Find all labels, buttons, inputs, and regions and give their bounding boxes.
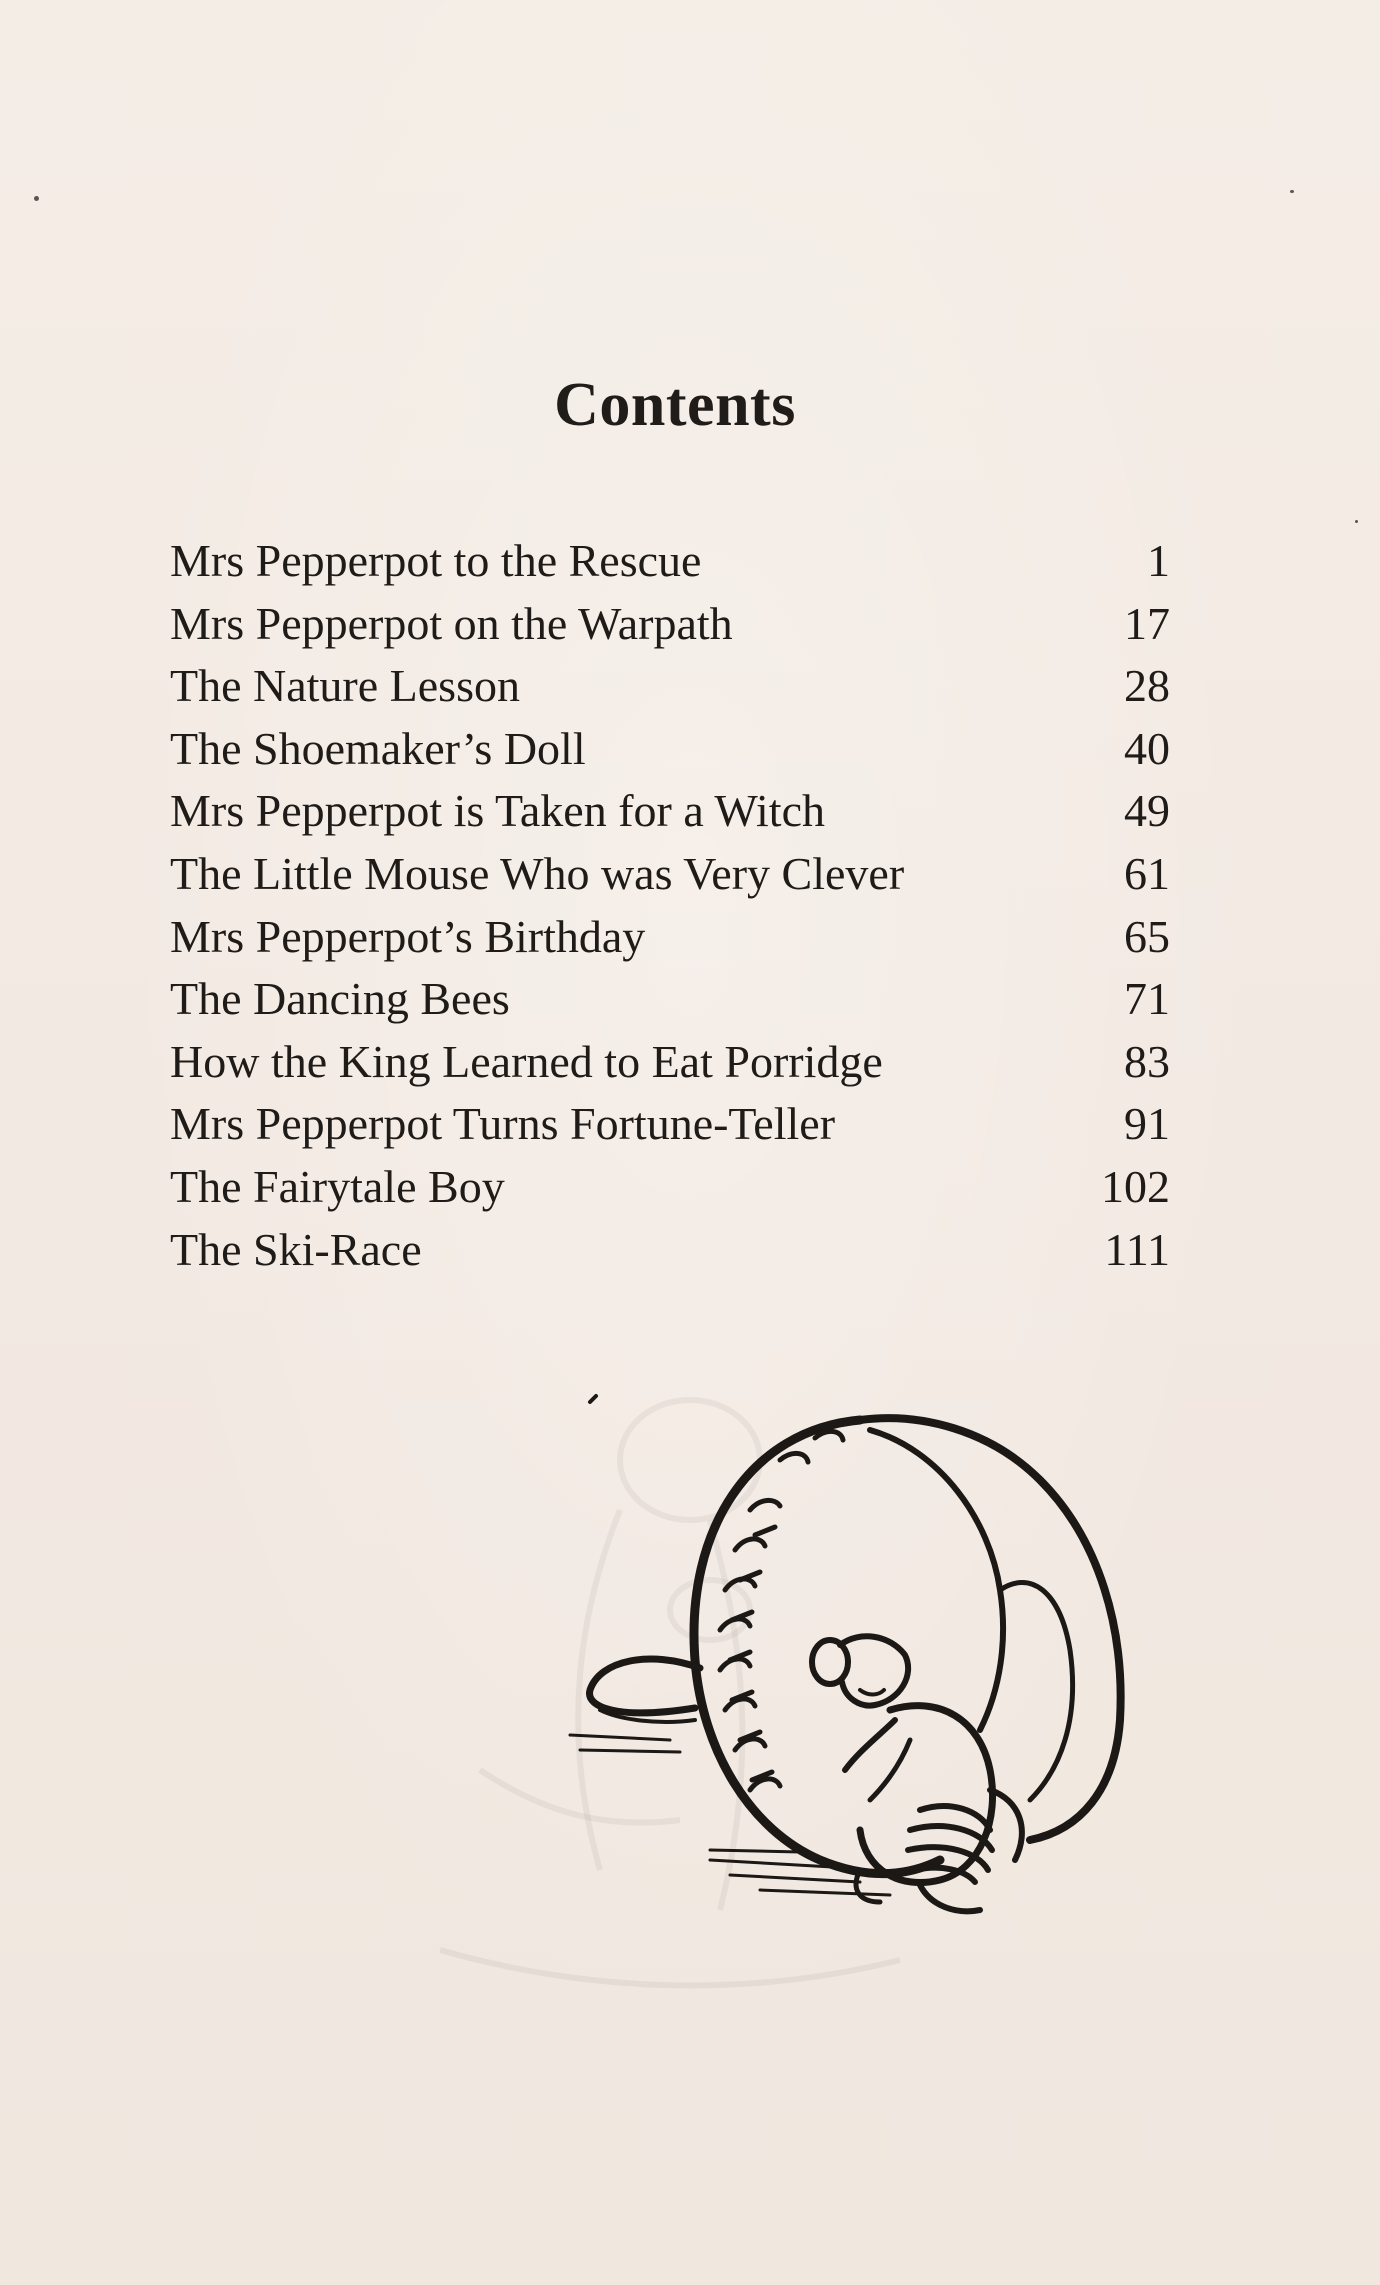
toc-entry-title: Mrs Pepperpot’s Birthday xyxy=(170,910,646,962)
toc-entry xyxy=(170,906,1170,969)
toc-entry xyxy=(170,1156,1170,1219)
toc-entry-page-number: 71 xyxy=(1124,973,1170,1025)
paper-speck xyxy=(34,196,39,201)
toc-entry xyxy=(170,968,1170,1031)
toc-entry-page-number: 17 xyxy=(1124,597,1170,649)
pepperpot-woman-with-pot-illustration xyxy=(560,1390,1180,1990)
toc-entry xyxy=(170,655,1170,718)
toc-entry xyxy=(170,718,1170,781)
toc-entry-title: The Ski-Race xyxy=(170,1223,422,1275)
toc-entry xyxy=(170,1031,1170,1094)
toc-entry-page-number: 40 xyxy=(1124,722,1170,774)
toc-entry-page-number: 1 xyxy=(1147,535,1170,586)
toc-entry-title: The Little Mouse Who was Very Clever xyxy=(170,847,905,899)
toc-entry-title: Mrs Pepperpot on the Warpath xyxy=(170,597,733,649)
toc-entry-title: The Shoemaker’s Doll xyxy=(170,722,586,774)
toc-entry-page-number: 49 xyxy=(1124,785,1170,837)
toc-entry xyxy=(170,1219,1170,1282)
toc-entry-title: Mrs Pepperpot Turns Fortune-Teller xyxy=(170,1098,836,1150)
toc-entry xyxy=(170,843,1170,906)
toc-entry-title: The Dancing Bees xyxy=(170,973,510,1025)
toc-entry-page-number: 102 xyxy=(1101,1160,1170,1212)
toc-entry-title: Mrs Pepperpot is Taken for a Witch xyxy=(170,785,825,837)
toc-entry-title: Mrs Pepperpot to the Rescue xyxy=(170,535,702,586)
toc-entry xyxy=(170,593,1170,656)
toc-entry-page-number: 91 xyxy=(1124,1098,1170,1150)
toc-entry-title: The Nature Lesson xyxy=(170,660,520,712)
toc-entry-page-number: 28 xyxy=(1124,660,1170,712)
toc-entry-page-number: 65 xyxy=(1124,910,1170,962)
toc-entry xyxy=(170,780,1170,843)
paper-speck xyxy=(1290,190,1294,193)
toc-entry-title: How the King Learned to Eat Porridge xyxy=(170,1035,883,1087)
toc-entry xyxy=(170,530,1170,593)
table-of-contents xyxy=(170,530,1170,1281)
paper-speck xyxy=(1355,520,1358,523)
toc-entry-title: The Fairytale Boy xyxy=(170,1160,505,1212)
contents-heading: Contents xyxy=(554,370,796,439)
toc-entry-page-number: 111 xyxy=(1104,1223,1170,1275)
toc-entry-page-number: 83 xyxy=(1124,1035,1170,1087)
toc-entry-page-number: 61 xyxy=(1124,847,1170,899)
toc-entry xyxy=(170,1093,1170,1156)
